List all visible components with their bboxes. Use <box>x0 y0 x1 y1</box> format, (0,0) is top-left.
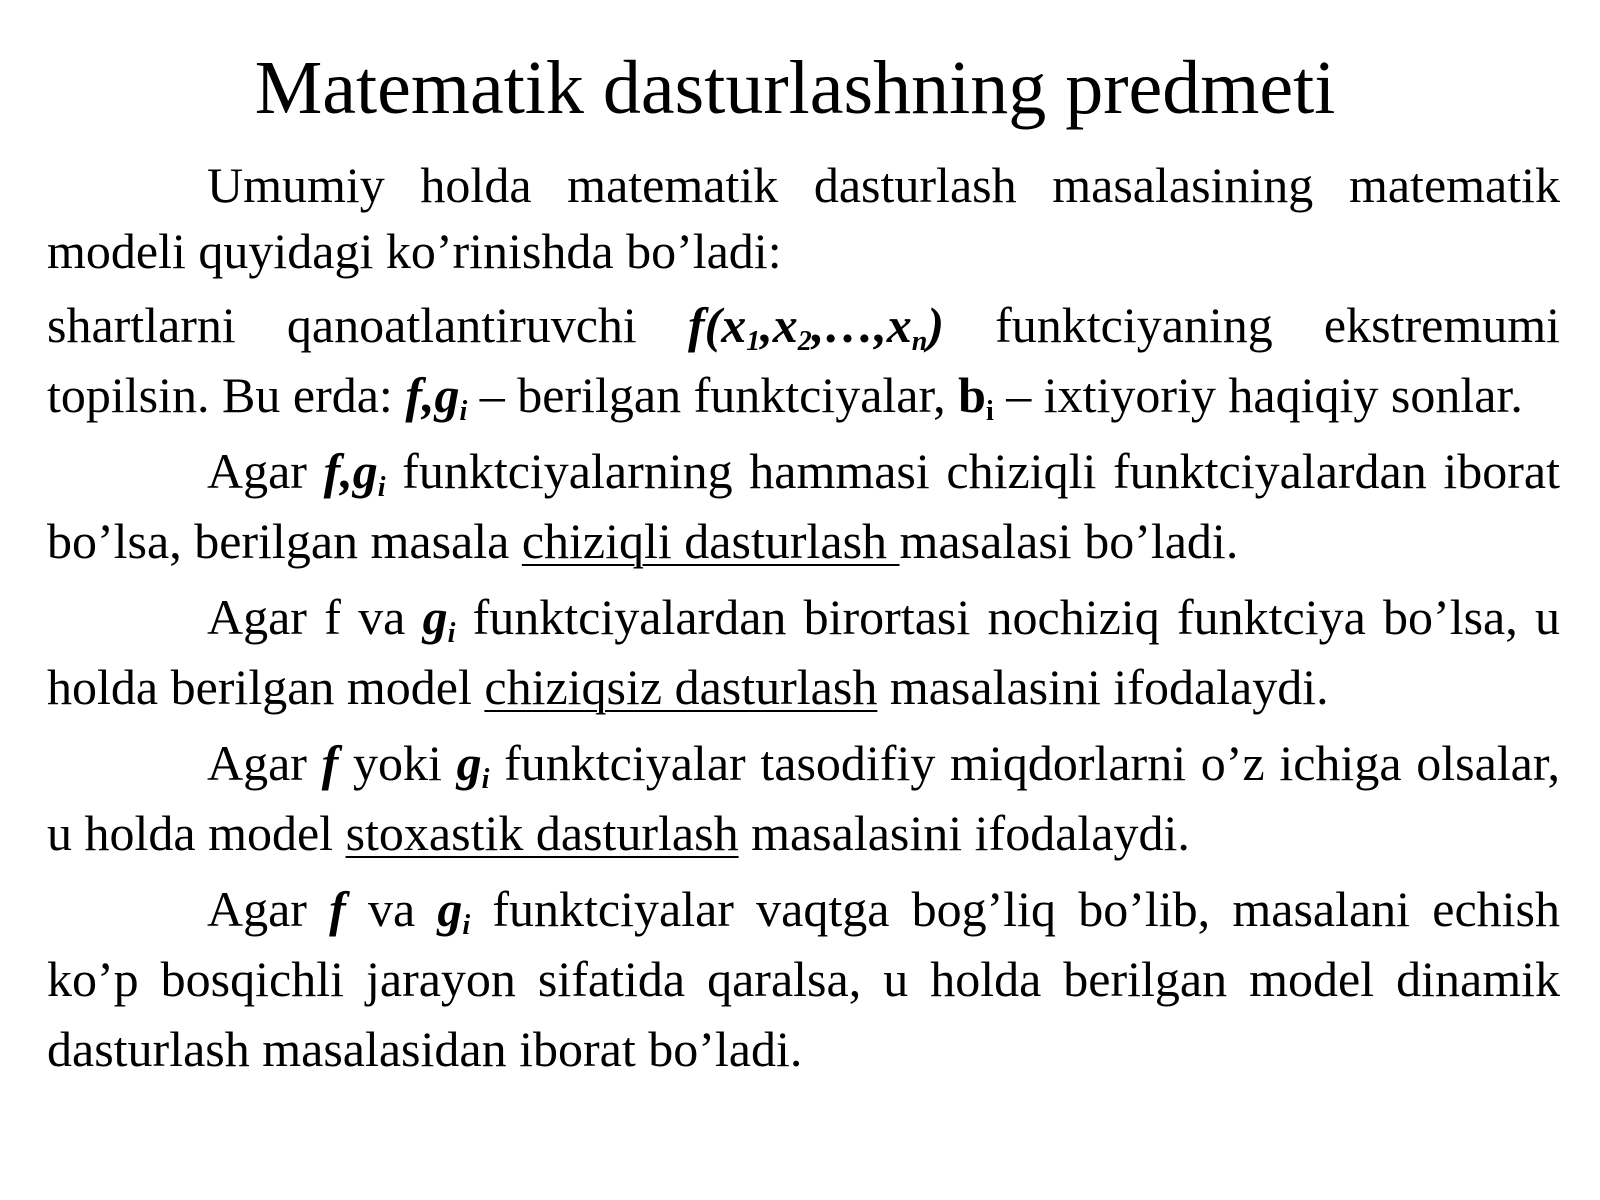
paragraph-text: Agar <box>207 735 322 791</box>
paragraph-text: funktciyalardan birortasi nochiziq funktciya bo’lsa, u holda berilgan model <box>47 589 1560 715</box>
paragraph-text: masalasini ifodalaydi. <box>877 659 1329 715</box>
paragraph-stochastic <box>47 728 1560 868</box>
paragraph-text: funktciyalar tasodifiy miqdorlarni o’z ichiga olsalar, u holda model <box>47 735 1560 861</box>
symbol-f: f <box>321 735 339 791</box>
symbol-f: f <box>329 881 346 937</box>
paragraph-text: yoki <box>338 735 457 791</box>
paragraph-model-intro <box>47 152 1560 284</box>
symbol-g: $g_i$ <box>422 589 456 649</box>
paragraph-text: – ixtiyoriy haqiqiy sonlar. <box>993 367 1523 423</box>
symbol-f-g: $f,g_i$ <box>405 367 468 427</box>
paragraph-text: Agar <box>207 443 324 499</box>
term-linear-programming: chiziqli dasturlash <box>521 513 900 569</box>
symbol-g: $g_i$ <box>437 881 471 941</box>
paragraph-linear <box>47 436 1560 576</box>
paragraph-extremum <box>47 290 1560 430</box>
term-nonlinear-programming: chiziqsiz dasturlash <box>484 659 878 715</box>
paragraph-text: funktciyalarning hammasi chiziqli funktciyalardan iborat bo’lsa, berilgan masala <box>47 443 1560 569</box>
paragraph-text: Umumiy holda matematik dasturlash masalasining matematik modeli quyidagi ko’rinishda bo’ladi: <box>47 157 1560 279</box>
page-title: Matematik dasturlashning predmeti <box>254 46 1336 130</box>
paragraph-dynamic <box>47 874 1560 1084</box>
paragraph-text: Agar <box>207 881 330 937</box>
paragraph-text: va <box>345 881 438 937</box>
slide-body <box>47 152 1560 1090</box>
paragraph-text: masalasini ifodalaydi. <box>738 805 1190 861</box>
function-expression: $f(x_1,x_2,\dots,x_n)$ <box>687 297 944 357</box>
paragraph-text: masalasi bo’ladi. <box>899 513 1239 569</box>
paragraph-text: – berilgan funktciyalar, <box>467 367 959 423</box>
paragraph-text: shartlarni qanoatlantiruvchi <box>47 297 688 353</box>
symbol-b: $b_i$ <box>958 367 994 427</box>
paragraph-nonlinear <box>47 582 1560 722</box>
paragraph-text: Agar f va <box>207 589 423 645</box>
paragraph-text: funktciyalar vaqtga bog’liq bo’lib, masalani echish ko’p bosqichli jarayon sifatida qaralsa, u holda berilgan model dinamik dasturlash masalasidan iborat bo’ladi. <box>47 881 1561 1077</box>
symbol-g: $g_i$ <box>456 735 490 795</box>
paragraph-text: funktciyaning ekstremumi topilsin. Bu erda: <box>47 297 1560 423</box>
symbol-f-g: $f,g_i$ <box>323 443 386 503</box>
term-stochastic-programming: stoxastik dasturlash <box>345 805 739 861</box>
